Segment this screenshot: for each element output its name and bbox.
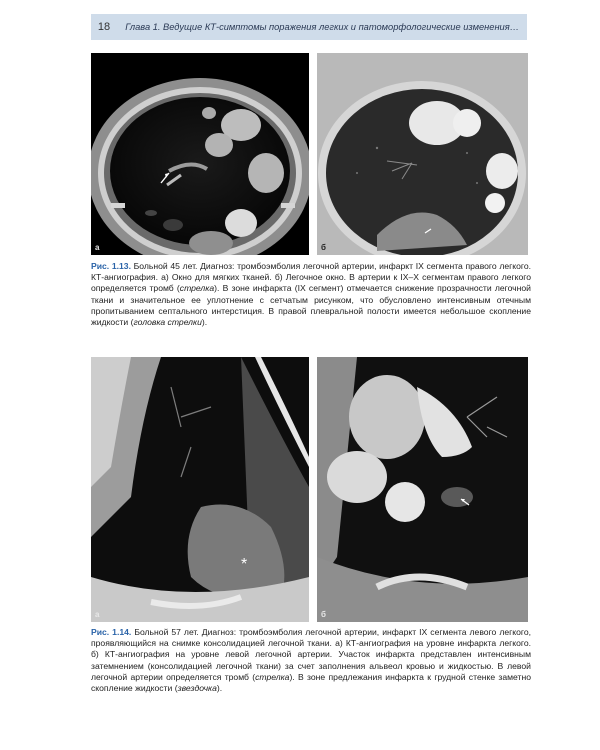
panel-label-a: а	[95, 610, 100, 619]
caption-emphasis: головка стрелки	[133, 317, 202, 328]
caption-text: ).	[201, 317, 208, 328]
asterisk-marker: *	[241, 556, 248, 573]
caption-emphasis: звездочка	[177, 683, 217, 694]
figure-id: Рис. 1.13.	[91, 261, 131, 271]
ct-pulmonary-artery-image	[317, 357, 528, 622]
figure-id: Рис. 1.14.	[91, 627, 132, 637]
caption-emphasis: стрелка	[179, 283, 215, 294]
figure-1-14-panel-b	[317, 357, 528, 622]
caption-emphasis: стрелка	[255, 671, 290, 682]
figure-1-13-caption	[91, 261, 531, 328]
panel-label-b: б	[321, 243, 326, 252]
running-header	[91, 14, 527, 40]
figure-1-13-panel-b	[317, 53, 528, 255]
ct-soft-tissue-image	[91, 53, 309, 255]
caption-text: ).	[216, 683, 223, 694]
panel-label-b: б	[321, 610, 326, 619]
panel-label-a: а	[95, 243, 100, 252]
caption-text: ). В зоне предлежания инфаркта к грудной стенке заметно скопление жидкости (	[91, 671, 531, 694]
figure-1-14-panel-a	[91, 357, 309, 622]
caption-text: ). В зоне инфаркта (IX сегмент) отмечается снижение прозрачности легочной ткани и значительное ее уплотнение с сетчатым рисунком, что обусловлено интенсивным отечным пропитыванием септального интерстиция. В правой плевральной полости имеется небольшое скопление жидкости (	[91, 283, 531, 328]
ct-lung-window-image	[317, 53, 528, 255]
ct-infarct-image	[91, 357, 309, 622]
figure-1-14-caption	[91, 627, 531, 694]
page-number: 18	[97, 21, 111, 33]
caption-text: Больной 57 лет. Диагноз: тромбоэмболия легочной артерии, инфаркт IX сегмента левого легкого, проявляющийся на снимке консолидацией легочной ткани. а) КТ-ангиография на уровне инфаркта легкого. б) КТ-ангиография на уровне левой легочной артерии. Участок инфаркта представлен интенсивным затемнением (консолидацией легочной ткани) за счет заполнения альвеол кровью и жидкостью. В левой легочной артерии определяется тромб (	[91, 627, 531, 682]
running-title: Глава 1. Ведущие КТ-симптомы поражения легких и патоморфологические изменения…	[125, 22, 519, 32]
caption-text: Больной 45 лет. Диагноз: тромбоэмболия легочной артерии, инфаркт IX сегмента правого легкого. КТ-ангиография. а) Окно для мягких тканей. б) Легочное окно. В артерии к IX–X сегментам правого легкого определяется тромб (	[91, 261, 532, 294]
figure-1-13-panel-a	[91, 53, 309, 255]
